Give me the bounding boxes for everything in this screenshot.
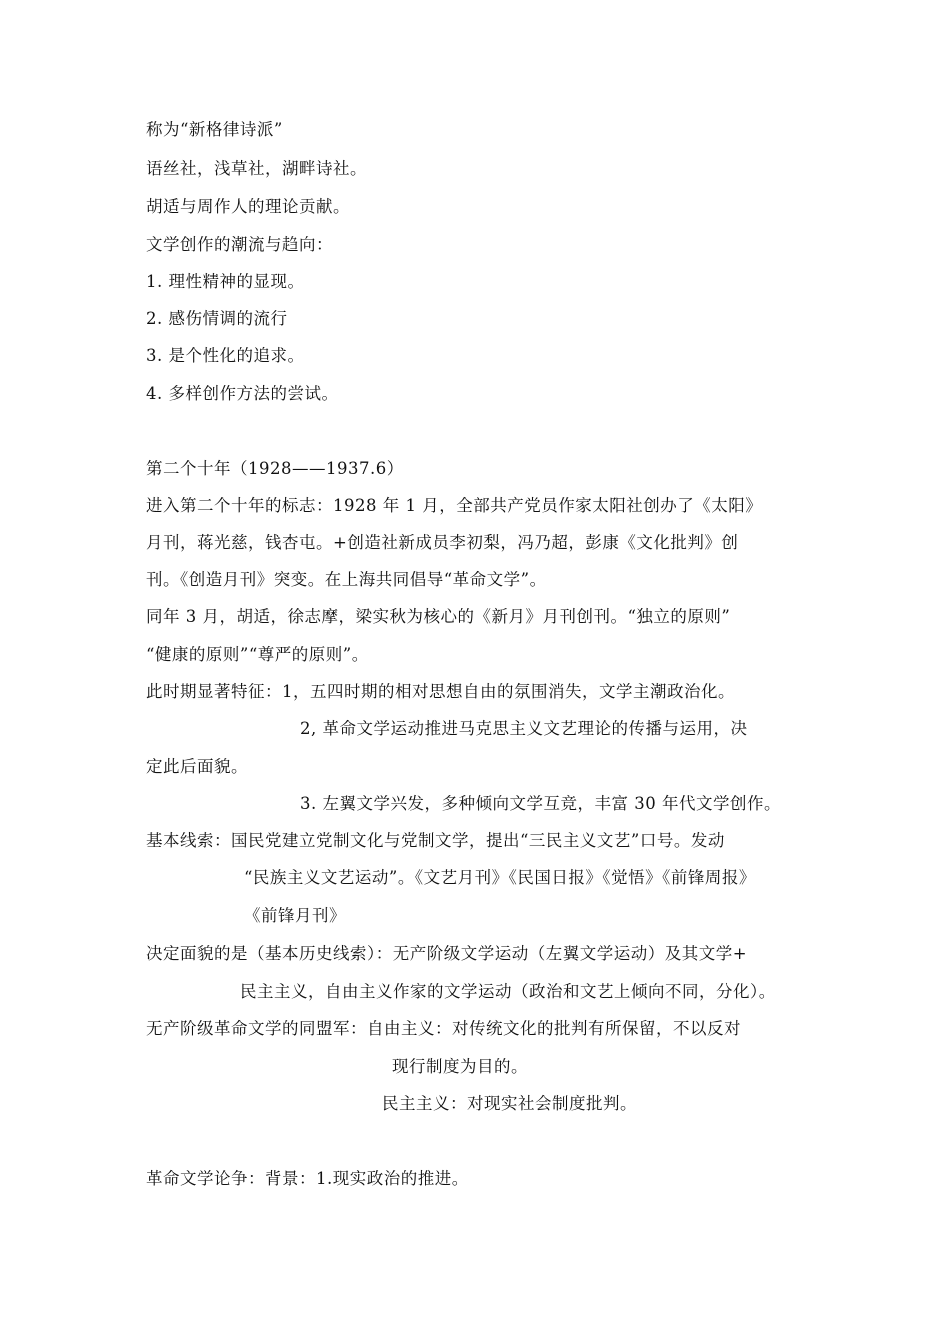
- list-item-3: 3. 是个性化的追求。: [146, 346, 305, 365]
- text-line-20: 《前锋月刊》: [244, 906, 346, 925]
- list-item-4: 4. 多样创作方法的尝试。: [146, 384, 339, 403]
- text-line-18: 基本线索：国民党建立党制文化与党制文学，提出“三民主义文艺”口号。发动: [146, 831, 725, 850]
- text-line-16: 定此后面貌。: [146, 757, 248, 776]
- text-line-25: 民主主义：对现实社会制度批判。: [382, 1094, 637, 1113]
- text-line-15: 2, 革命文学运动推进马克思主义文艺理论的传播与运用，决: [300, 719, 748, 738]
- text-line-17: 3. 左翼文学兴发，多种倾向文学互竞，丰富 30 年代文学创作。: [300, 794, 781, 813]
- text-line-13: “健康的原则”“尊严的原则”。: [146, 645, 369, 664]
- list-item-1: 1. 理性精神的显现。: [146, 272, 305, 291]
- text-line-23: 无产阶级革命文学的同盟军：自由主义：对传统文化的批判有所保留，不以反对: [146, 1019, 741, 1038]
- text-line-26: 革命文学论争：背景：1.现实政治的推进。: [146, 1169, 469, 1188]
- text-line-19: “民族主义文艺运动”。《文艺月刊》《民国日报》《觉悟》《前锋周报》: [244, 868, 756, 887]
- text-line-9: 进入第二个十年的标志：1928 年 1 月，全部共产党员作家太阳社创办了《太阳》: [146, 496, 763, 515]
- section-heading: 第二个十年（1928——1937.6）: [146, 459, 404, 478]
- text-line-2: 语丝社，浅草社，湖畔诗社。: [146, 159, 367, 178]
- text-line-21: 决定面貌的是（基本历史线索）：无产阶级文学运动（左翼文学运动）及其文学+: [146, 944, 748, 963]
- text-line-12: 同年 3 月，胡适，徐志摩，梁实秋为核心的《新月》月刊创刊。“独立的原则”: [146, 607, 731, 626]
- text-line-3: 胡适与周作人的理论贡献。: [146, 197, 350, 216]
- text-line-10: 月刊，蒋光慈，钱杏屯。+创造社新成员李初梨，冯乃超，彭康《文化批判》创: [146, 533, 739, 552]
- list-item-2: 2. 感伤情调的流行: [146, 309, 288, 328]
- text-line-4: 文学创作的潮流与趋向：: [146, 235, 333, 254]
- text-line-1: 称为“新格律诗派”: [146, 120, 283, 139]
- text-line-24: 现行制度为目的。: [392, 1057, 528, 1076]
- text-line-11: 刊。《创造月刊》突变。在上海共同倡导“革命文学”。: [146, 570, 547, 589]
- text-line-14: 此时期显著特征：1，五四时期的相对思想自由的氛围消失，文学主潮政治化。: [146, 682, 735, 701]
- text-line-22: 民主主义，自由主义作家的文学运动（政治和文艺上倾向不同，分化）。: [240, 982, 776, 1001]
